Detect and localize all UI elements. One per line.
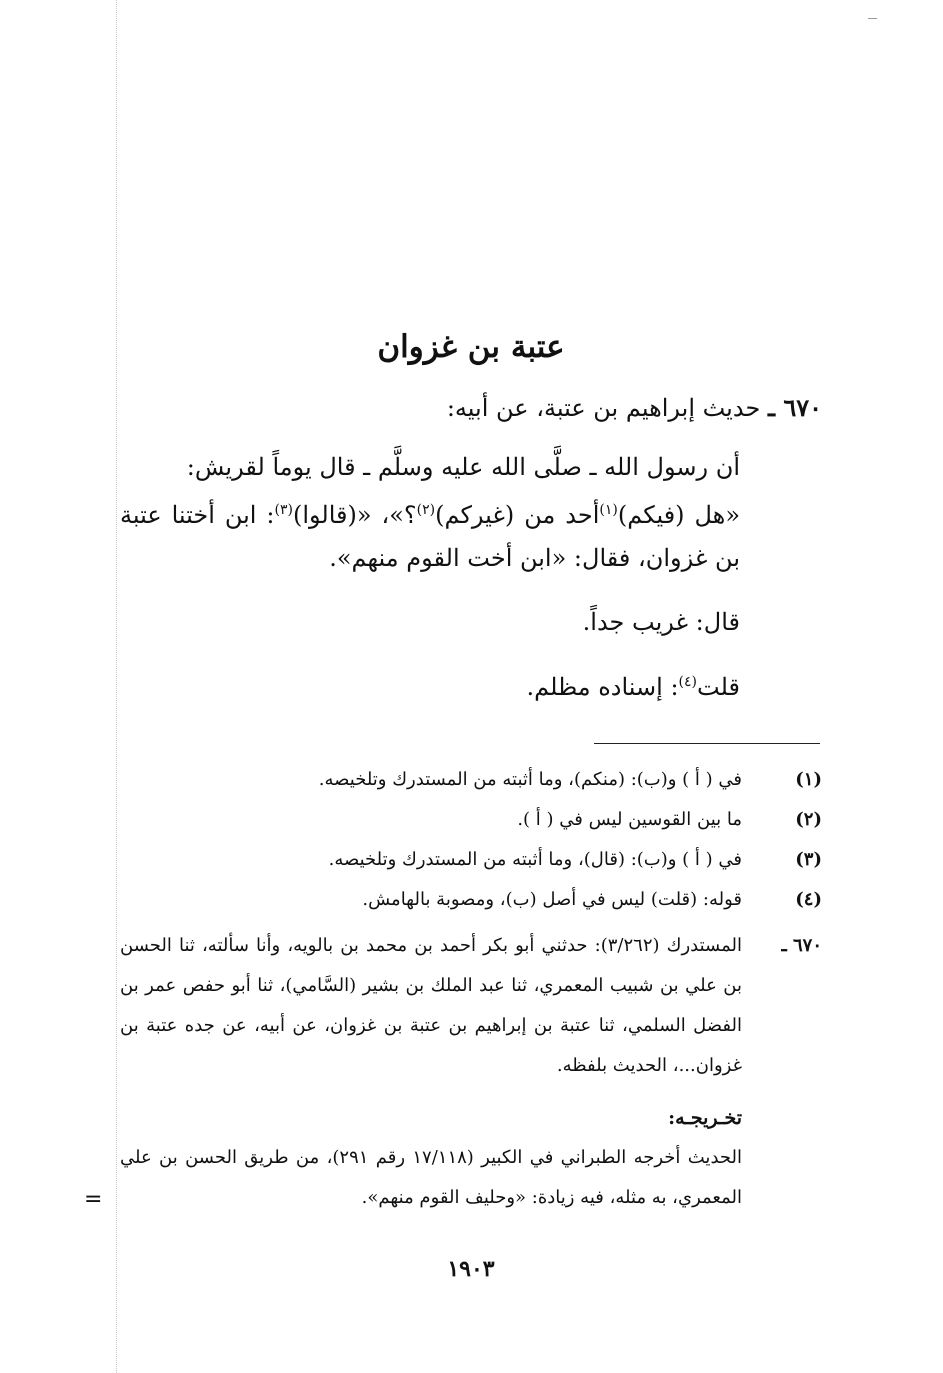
author-remark: قلت$^{(٤)}$: إسناده مظلم.: [526, 673, 740, 701]
corner-mark: [868, 18, 877, 19]
chapter-title: عتبة بن غزوان: [377, 329, 565, 365]
page-number: ١٩٠٣: [447, 1256, 495, 1282]
hadith-heading-text: حديث إبراهيم بن عتبة، عن أبيه:: [446, 394, 761, 422]
book-page: [120, 0, 822, 1373]
grading-statement: قال: غريب جداً.: [582, 608, 740, 636]
hadith-text-line: أن رسول الله ـ صلَّى الله عليه وسلَّم ـ قال يوماً لقريش:: [186, 453, 740, 481]
footnote-item: (٢) ما بين القوسين ليس في ( أ ).: [517, 809, 822, 830]
takhrij-heading: تخـريجـه:: [668, 1107, 742, 1129]
footnote-divider: [594, 743, 820, 744]
hadith-heading: [120, 388, 822, 428]
footnote-ref: (٣): [274, 502, 293, 518]
source-reference: [120, 926, 822, 1086]
continuation-mark: =: [84, 1187, 103, 1212]
footnotes: [120, 760, 822, 920]
hadith-text-line: «هل (فيكم)$^{(١)}$أحد من (غيركم)$^{(٢)}$؟»، «(قالوا)$^{(٣)}$: ابن أختنا عتبة بن غزوان، فقال: «ابن أخت القوم منهم».: [120, 501, 740, 572]
footnote-item: (٤) قوله: (قلت) ليس في أصل (ب)، ومصوبة بالهامش.: [362, 889, 822, 910]
source-text: المستدرك (٣/٢٦٢): حدثني أبو بكر أحمد بن محمد بن بالويه، وأنا سألته، ثنا الحسن بن علي بن شبيب المعمري، ثنا عبد الملك بن بشير (السَّامي)، ثنا أبو حفص عمر بن الفضل السلمي، ثنا عتبة بن إبراهيم بن عتبة بن غزوان، عن أبيه، عن جده عتبة بن غزوان...، الحديث بلفظه.: [120, 935, 742, 1076]
footnote-ref: (١): [599, 502, 618, 518]
footnote-item: (١) في ( أ ) و(ب): (منكم)، وما أثبته من المستدرك وتلخيصه.: [318, 769, 822, 790]
footnote-item: (٣) في ( أ ) و(ب): (قال)، وما أثبته من المستدرك وتلخيصه.: [328, 849, 822, 870]
hadith-text: [120, 446, 740, 580]
hadith-number: ٦٧٠ ـ: [767, 393, 822, 422]
footnote-ref: (٤): [678, 674, 698, 690]
takhrij-text: الحديث أخرجه الطبراني في الكبير (١٧/١١٨ رقم ٢٩١)، من طريق الحسن بن علي المعمري، به مثله، فيه زيادة: «وحليف القوم منهم».: [120, 1147, 742, 1208]
footnote-ref: (٢): [416, 502, 436, 518]
scan-edge-line: [116, 0, 117, 1373]
source-number: ٦٧٠ ـ: [781, 935, 822, 956]
